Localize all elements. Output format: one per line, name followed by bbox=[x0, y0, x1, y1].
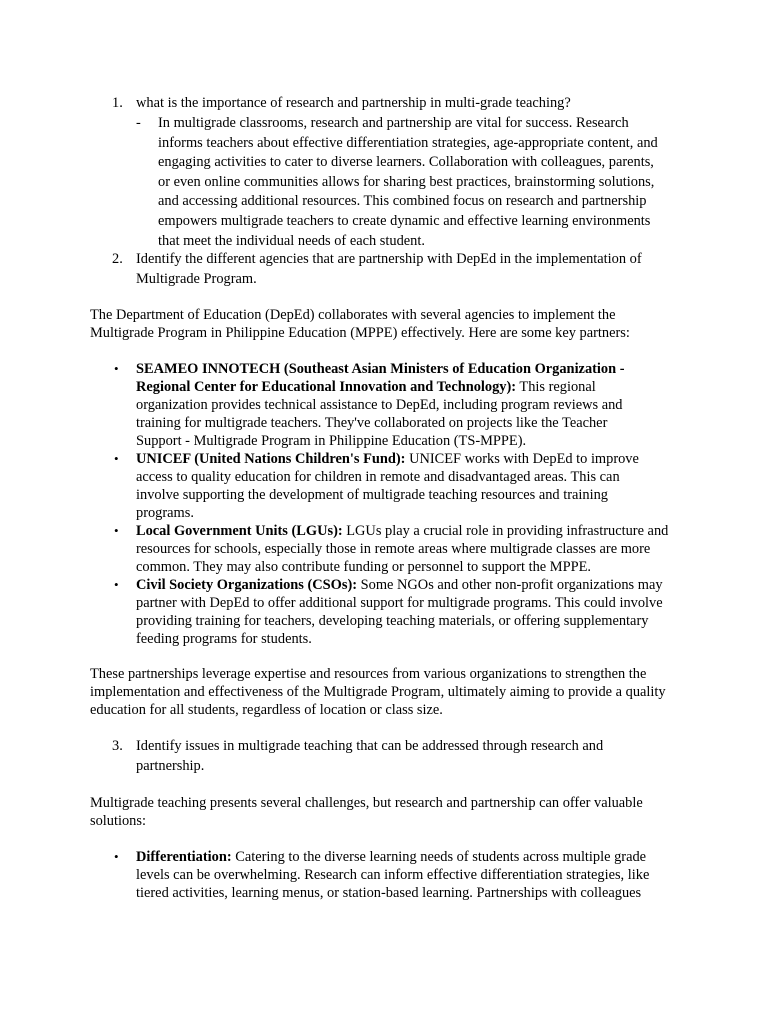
issue-name: Differentiation: bbox=[136, 849, 232, 865]
intro-paragraph: The Department of Education (DepEd) collaborates with several agencies to implement the Multigrade Program in Philippine Education (MPPE) effectively. Here are some key partners: bbox=[90, 307, 630, 341]
partner-lgus bbox=[136, 522, 674, 576]
bullet-icon: • bbox=[114, 361, 119, 376]
partners-summary: These partnerships leverage expertise and resources from various organizations to strengthen the implementation and effectiveness of the Multigrade Program, ultimately aiming to provide a quality education for all students, regardless of location or class size. bbox=[90, 666, 666, 718]
dash-marker: - bbox=[136, 115, 141, 131]
bullet-icon: • bbox=[114, 451, 119, 466]
partner-name: Civil Society Organizations (CSOs): bbox=[136, 577, 358, 593]
question-3: Identify issues in multigrade teaching that can be addressed through research and partnership. bbox=[136, 738, 604, 774]
answer-1: In multigrade classrooms, research and partnership are vital for success. Research informs teachers about effective differentiation strategies, age-appropriate content, and engaging activities to cater to diverse learners. Collaboration with colleagues, parents, or even online communities allows for sharing best practices, brainstorming solutions, and accessing additional resources. This combined focus on research and partnership empowers multigrade teachers to create dynamic and effective learning environments that meet the individual needs of each student. bbox=[158, 115, 658, 249]
issues-intro: Multigrade teaching presents several challenges, but research and partnership can offer valuable solutions: bbox=[90, 795, 643, 829]
partner-name: Local Government Units (LGUs): bbox=[136, 523, 343, 539]
partner-text: This regional organization provides technical assistance to DepEd, including program reviews and training for multigrade teachers. They've collaborated on projects like the Teacher Support - Multigrade Program in Philippine Education (TS-MPPE). bbox=[136, 379, 623, 449]
bullet-icon: • bbox=[114, 849, 119, 864]
issue-differentiation bbox=[136, 848, 672, 902]
list-number-1: 1. bbox=[112, 95, 123, 111]
question-1: what is the importance of research and partnership in multi-grade teaching? bbox=[136, 95, 571, 111]
partner-text: UNICEF works with DepEd to improve access to quality education for children in remote and disadvantaged areas. This can involve supporting the development of multigrade teaching resources and training programs. bbox=[136, 451, 639, 521]
bullet-icon: • bbox=[114, 577, 119, 592]
issue-text: Catering to the diverse learning needs of students across multiple grade levels can be overwhelming. Research can inform effective differentiation strategies, like tiered activities, learning menus, or station-based learning. Partnerships with colleagues bbox=[136, 849, 650, 901]
list-number-2: 2. bbox=[112, 251, 123, 267]
partner-text: Some NGOs and other non-profit organizations may partner with DepEd to offer additional support for multigrade programs. This could involve providing training for teachers, developing teaching materials, or offering supplementary feeding programs for students. bbox=[136, 577, 663, 647]
partner-name: UNICEF (United Nations Children's Fund): bbox=[136, 451, 406, 467]
partner-unicef bbox=[136, 450, 666, 522]
question-2: Identify the different agencies that are partnership with DepEd in the implementation of Multigrade Program. bbox=[136, 251, 642, 287]
partner-text: LGUs play a crucial role in providing infrastructure and resources for schools, especially those in remote areas where multigrade classes are more common. They may also contribute funding or personnel to support the MPPE. bbox=[136, 523, 669, 575]
partner-csos bbox=[136, 576, 664, 648]
partner-seameo bbox=[136, 360, 656, 450]
partner-name: SEAMEO INNOTECH (Southeast Asian Ministers of Education Organization - Regional Center for Educational Innovation and Technology): bbox=[136, 361, 625, 395]
bullet-icon: • bbox=[114, 523, 119, 538]
list-number-3: 3. bbox=[112, 738, 123, 754]
